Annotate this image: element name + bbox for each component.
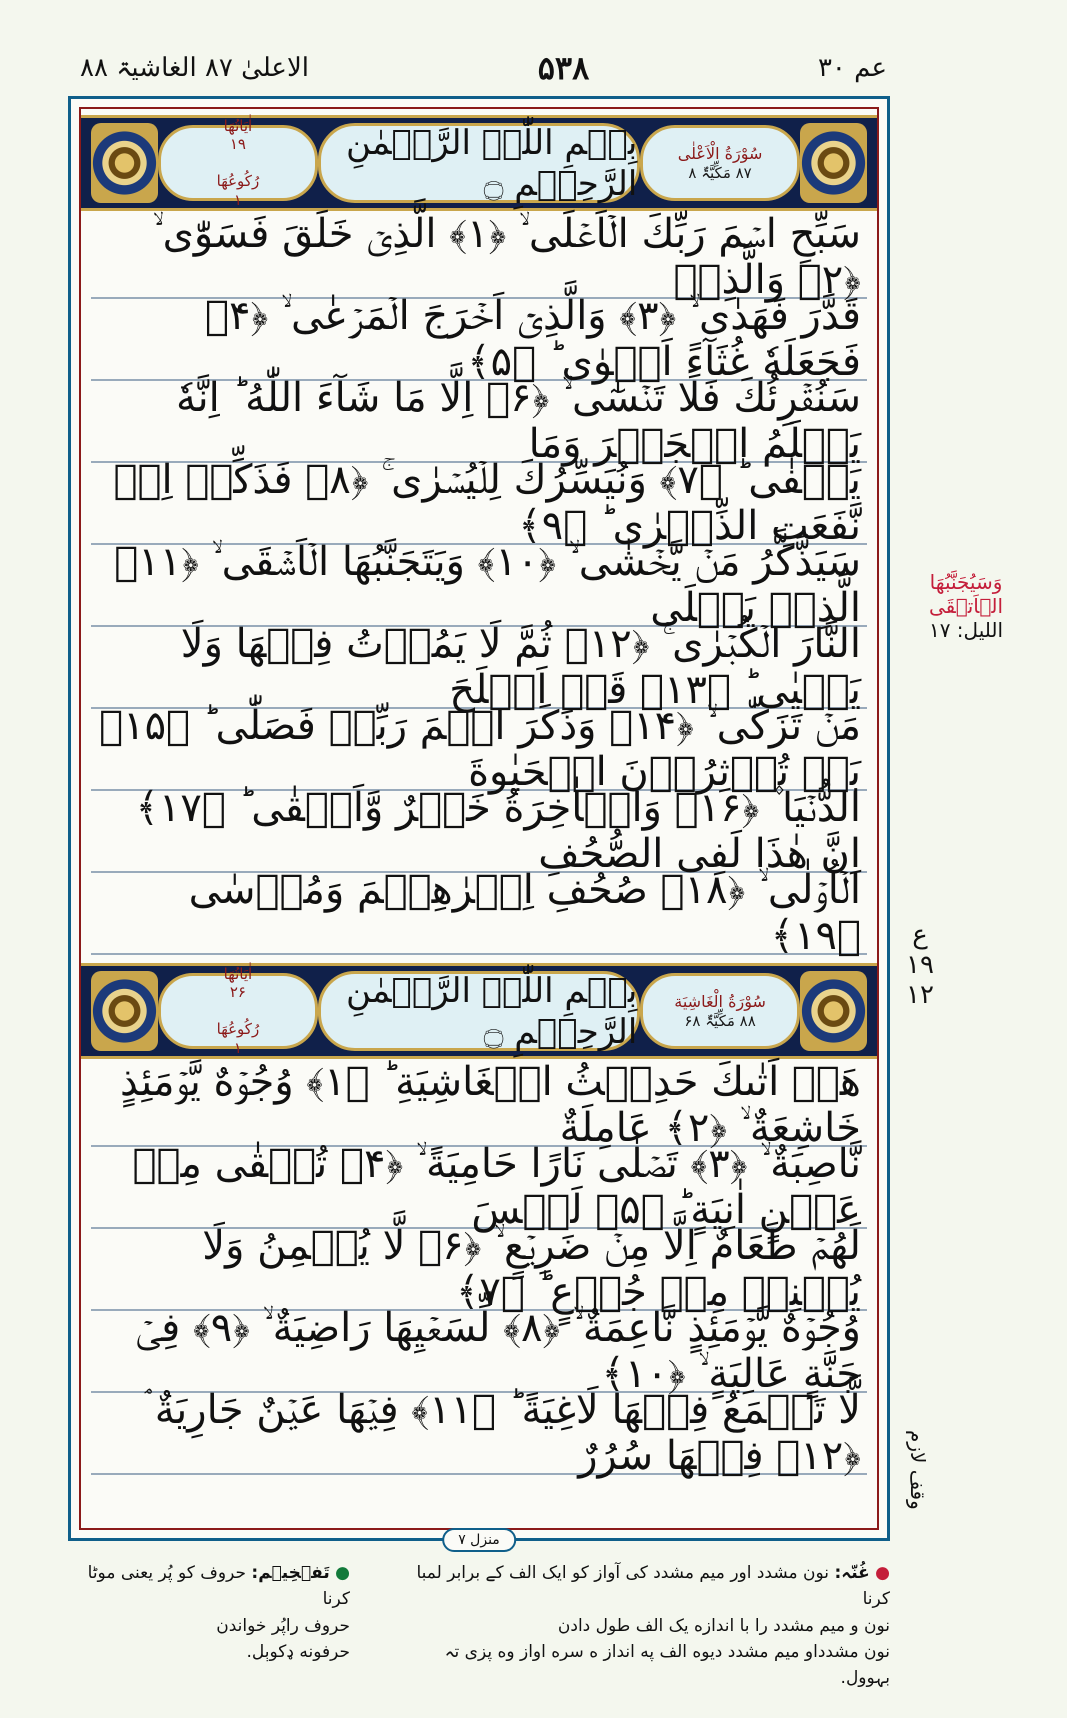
text-line: لَّا تَسۡمَعُ فِيۡهَا لَاغِيَةً ؕ ﴿۱۱﴾ فِيۡهَا عَيۡنٌ جَارِيَةٌ ۘ ﴿۱۲﴾ فِيۡهَا سُرُرٌ [91, 1393, 867, 1475]
text-line: سَنُقۡرِئُكَ فَلَا تَنۡسٰٓی ۙ ﴿۶﴾ اِلَّا مَا شَآءَ اللّٰهُ ؕ اِنَّهٗ يَعۡلَمُ الۡجَهۡرَ وَمَا [91, 381, 867, 463]
ornament-icon [800, 971, 867, 1051]
waqf-note: وقف لازم [906, 1430, 930, 1510]
bismillah: بِسۡمِ اللّٰہِ الرَّحۡمٰنِ الرَّحِيۡمِ ۝ [318, 971, 641, 1051]
surah-header-ghashiya [81, 963, 877, 1059]
ornament-icon [91, 123, 158, 203]
text-line: هَلۡ اَتٰٮكَ حَدِيۡثُ الۡغَاشِيَةِ ؕ ﴿۱﴾ وُجُوۡهٌ يَّوۡمَئِذٍ خَاشِعَةٌ ۙ ﴿۲﴾ عَامِلَةٌ [91, 1065, 867, 1147]
bullet-icon: ● [335, 1563, 350, 1583]
text-line: الدُّنۡيَا ۫ ﴿۱۶﴾ وَالۡاٰخِرَةُ خَيۡرٌ وَّاَبۡقٰی ؕ ﴿۱۷﴾ اِنَّ هٰذَا لَفِی الصُّحُفِ [91, 791, 867, 873]
surah-title-cartouche: سُوْرَةُ الْغَاشِيَة ۸۸ مَکِّيَّۃٌ ۶۸ [640, 973, 800, 1049]
header-juz: عم ۳۰ [817, 53, 887, 83]
text-line: نَّاصِبَةٌ ۙ ﴿۳﴾ تَصۡلٰی نَارًا حَامِيَةً ۙ ﴿۴﴾ تُسۡقٰی مِنۡ عَيۡنٍ اٰنِيَةٍ ؕ ﴿۵﴾ لَيۡسَ [91, 1147, 867, 1229]
text-line: سَبِّحِ اسۡمَ رَبِّكَ الۡاَعۡلَى ۙ ﴿۱﴾ الَّذِیۡ خَلَقَ فَسَوّٰی ۙ ﴿۲﴾ وَالَّذِیۡ [91, 217, 867, 299]
page-frame [68, 96, 890, 1548]
text-line: النَّارَ الۡكُبۡرٰی ۚ ﴿۱۲﴾ ثُمَّ لَا يَمُوۡتُ فِيۡهَا وَلَا يَحۡيٰی ؕ ﴿۱۳﴾ قَدۡ اَفۡلَحَ [91, 627, 867, 709]
ornament-icon [800, 123, 867, 203]
ornament-icon [91, 971, 158, 1051]
surah-title-cartouche: سُوْرَةُ الْاَعْلٰی ۸۷ مَکِّيَّۃٌ ۸ [640, 125, 800, 201]
surah-stats: اٰيَاتُهَا ۲۶ رُكُوعُهَا ۱ [158, 973, 318, 1049]
ruku-marker: ع ۱۹ ۱۲ [906, 920, 934, 1010]
running-header [80, 48, 887, 88]
manzil-label: منزل ۷ [442, 1528, 516, 1552]
text-line: قَدَّرَ فَهَدٰی ۙ ﴿۳﴾ وَالَّذِیۡۤ اَخۡرَجَ الۡمَرۡعٰی ۙ ﴿۴﴾ فَجَعَلَهٗ غُثَآءً اَحۡوٰی ؕ ﴿۵﴾ [91, 299, 867, 381]
text-line: الۡاُوۡلٰی ۙ ﴿۱۸﴾ صُحُفِ اِبۡرٰهِيۡمَ وَمُوۡسٰی ﴿۱۹﴾ [91, 873, 867, 955]
bullet-icon: ● [875, 1563, 890, 1583]
bismillah: بِسۡمِ اللّٰہِ الرَّحۡمٰنِ الرَّحِيۡمِ ۝ [318, 123, 641, 203]
page-number: ۵۳۸ [537, 49, 590, 87]
text-line: مَنۡ تَزَكّٰی ۙ ﴿۱۴﴾ وَذَكَرَ اسۡمَ رَبِّهٖ فَصَلّٰی ؕ ﴿۱۵﴾ بَلۡ تُؤۡثِرُوۡنَ الۡحَيٰوةَ [91, 709, 867, 791]
footer-glossary [70, 1560, 890, 1689]
text-line: يَخۡفٰی ؕ ﴿۷﴾ وَنُيَسِّرُكَ لِلۡيُسۡرٰی ۚ ﴿۸﴾ فَذَكِّرۡ اِنۡ نَّفَعَتِ الذِّكۡرٰی ؕ ﴿۹﴾ [91, 463, 867, 545]
margin-cross-reference: وَسَيُجَنَّبُهَا الۡاَتۡقَى اللیل: ۱۷ [928, 570, 1004, 642]
tafkhim-definition: ● تَفۡخِیۡم: حروف کو پُر یعنی موٹا کرنا حروف راپُر خواندن حرفونه ډکوېل. [87, 1563, 350, 1663]
header-surahs: الاعلیٰ ۸۷ الغاشیۃ ۸۸ [80, 53, 309, 83]
text-line: وُجُوۡهٌ يَّوۡمَئِذٍ نَّاعِمَةٌ ۙ ﴿۸﴾ لِّسَعۡيِهَا رَاضِيَةٌ ۙ ﴿۹﴾ فِیۡ جَنَّةٍ عَالِيَةٍ ۙ ﴿۱۰﴾ [91, 1311, 867, 1393]
text-line: لَهُمۡ طَعَامٌ اِلَّا مِنۡ ضَرِيۡعٍ ۙ ﴿۶﴾ لَّا يُسۡمِنُ وَلَا يُغۡنِیۡ مِنۡ جُوۡعٍ ؕ ﴿۷﴾ [91, 1229, 867, 1311]
text-line: سَيَذَّكَّرُ مَنۡ يَّخۡشٰی ۙ ﴿۱۰﴾ وَيَتَجَنَّبُهَا الۡاَشۡقَى ۙ ﴿۱۱﴾ الَّذِیۡ يَصۡلَی [91, 545, 867, 627]
surah-header-alala [81, 115, 877, 211]
ghunna-definition: ● غُنّہ: نون مشدد اور میم مشدد کی آواز کو ایک الف کے برابر لمبا کرنا نون و میم مشدد را با اندازه یک الف طول دادن نون مشدداو میم مشدد دیوه الف په انداز ه سره اواز وه پزی تہ بہوول. [416, 1563, 890, 1689]
surah-stats: اٰيَاتُهَا ۱۹ رُكُوعُهَا ۱ [158, 125, 318, 201]
